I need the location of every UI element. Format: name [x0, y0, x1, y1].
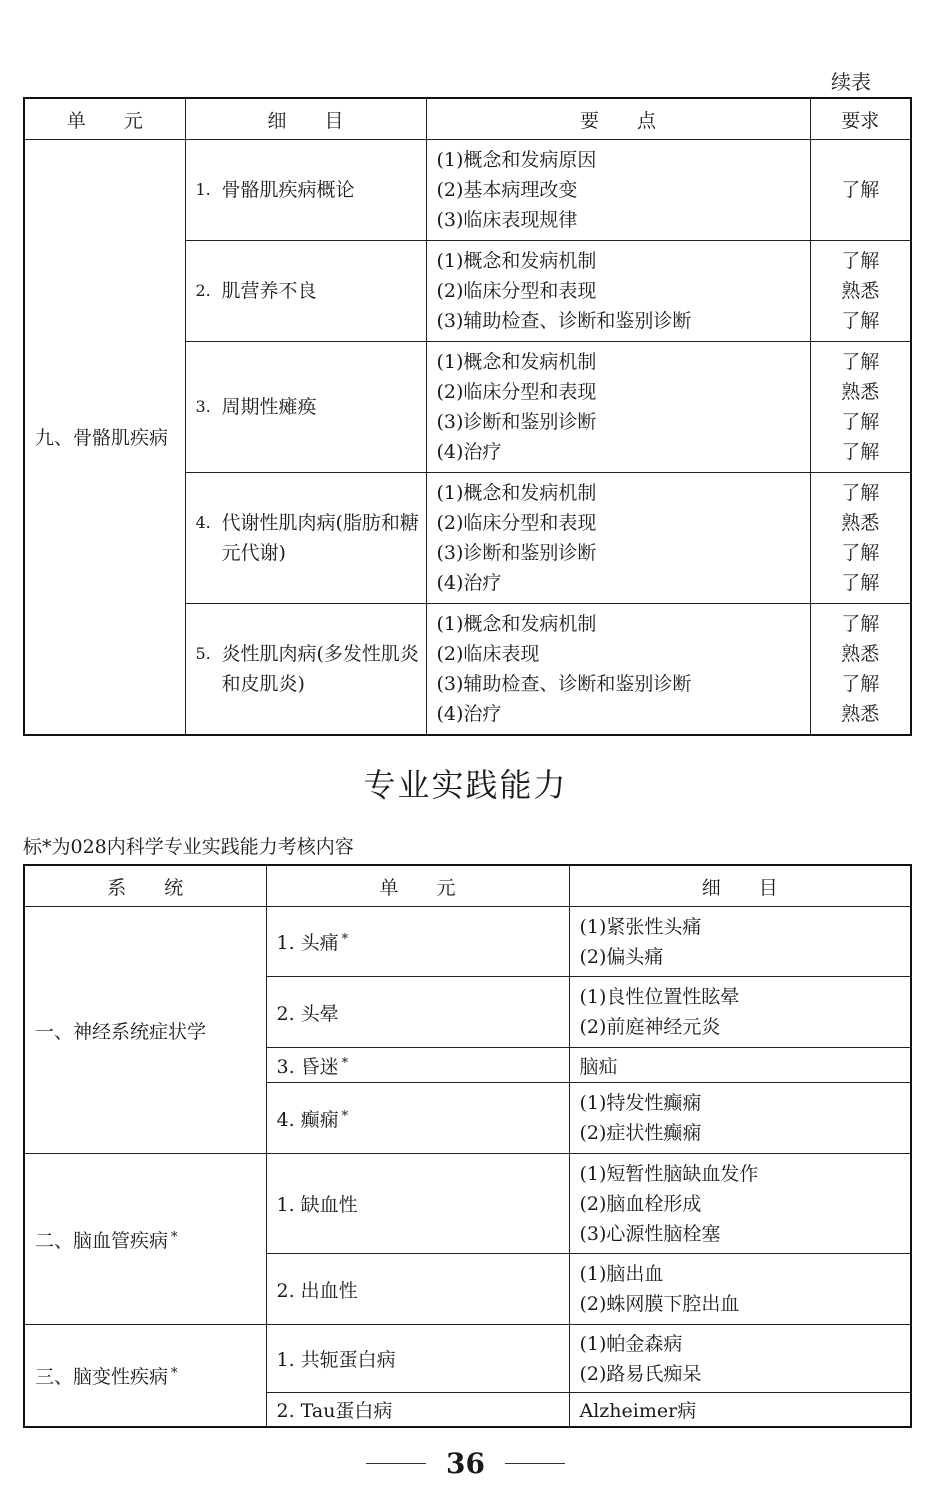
- requirement-cell: [810, 604, 911, 735]
- item-text: (2)路易氏痴呆: [579, 1362, 702, 1385]
- header-system: 系 统: [24, 865, 266, 907]
- requirement-cell: [810, 473, 911, 604]
- point-text: (1)概念和发病机制: [436, 250, 597, 272]
- system-name: 一、神经系统症状学: [35, 1020, 207, 1043]
- item-text: (2)脑血栓形成: [579, 1192, 702, 1215]
- requirement-cell: [810, 241, 911, 342]
- item-cell: [185, 342, 426, 473]
- point-text: (3)诊断和鉴别诊断: [436, 411, 597, 433]
- item-text: 炎性肌肉病(多发性肌炎和皮肌炎): [221, 642, 419, 695]
- requirement-text: 了解: [841, 250, 880, 272]
- system-cell: [24, 907, 266, 1154]
- requirement-text: 了解: [841, 411, 880, 433]
- item-number: 2.: [195, 281, 211, 300]
- syllabus-table-practice: [23, 864, 912, 1428]
- unit-cell: [266, 1083, 569, 1154]
- point-text: (2)临床分型和表现: [436, 280, 597, 302]
- requirement-text: 了解: [841, 351, 880, 373]
- item-number: 3.: [195, 397, 211, 416]
- page-number: 36: [446, 1447, 485, 1480]
- requirement-cell: [810, 140, 911, 241]
- point-text: (1)概念和发病机制: [436, 482, 597, 504]
- page-footer: [0, 1447, 931, 1480]
- item-text: (1)帕金森病: [579, 1332, 683, 1355]
- item-number: 5.: [195, 643, 211, 663]
- unit-label: 1. 共轭蛋白病: [276, 1349, 396, 1371]
- footer-rule-right: [505, 1463, 565, 1464]
- points-cell: [426, 604, 810, 735]
- point-text: (4)治疗: [436, 441, 502, 463]
- requirement-text: 了解: [841, 542, 880, 564]
- unit-label: 1. 缺血性: [276, 1194, 358, 1216]
- unit-label: 3. 昏迷: [276, 1055, 339, 1078]
- requirement-text: 了解: [841, 310, 880, 332]
- star-mark: *: [341, 1108, 349, 1124]
- item-cell: [569, 1325, 911, 1393]
- item-text: (2)偏头痛: [579, 945, 664, 968]
- point-text: (1)概念和发病原因: [436, 149, 597, 171]
- unit-label: 2. 头晕: [276, 1002, 339, 1025]
- point-text: (4)治疗: [436, 702, 502, 725]
- item-cell: [569, 1254, 911, 1325]
- item-cell: [185, 473, 426, 604]
- unit-cell: [266, 1393, 569, 1427]
- item-cell: [185, 140, 426, 241]
- section-title: 专业实践能力: [363, 766, 568, 804]
- table-row: [24, 140, 911, 241]
- requirement-text: 了解: [841, 572, 880, 594]
- point-text: (3)临床表现规律: [436, 209, 578, 231]
- item-cell: [569, 1048, 911, 1083]
- system-name: 二、脑血管疾病: [35, 1229, 169, 1252]
- unit-label: 4. 癫痫: [276, 1108, 339, 1131]
- requirement-text: 熟悉: [841, 381, 880, 403]
- item-text: (2)前庭神经元炎: [579, 1016, 721, 1038]
- item-text: (2)症状性癫痫: [579, 1122, 702, 1144]
- header-points: 要 点: [426, 98, 810, 140]
- requirement-cell: [810, 342, 911, 473]
- item-text: 代谢性肌肉病(脂肪和糖元代谢): [221, 512, 419, 564]
- assessment-note: 标*为028内科学专业实践能力考核内容: [23, 836, 354, 858]
- item-text: 周期性瘫痪: [221, 396, 317, 418]
- point-text: (2)临床分型和表现: [436, 381, 597, 403]
- item-text: (1)良性位置性眩晕: [579, 986, 740, 1008]
- point-text: (2)临床分型和表现: [436, 512, 597, 534]
- system-name: 三、脑变性疾病: [35, 1365, 169, 1388]
- item-cell: [569, 1393, 911, 1427]
- header-item: 细 目: [569, 865, 911, 907]
- continued-label: 续表: [831, 70, 871, 94]
- header-unit: 单 元: [266, 865, 569, 907]
- item-text: (1)脑出血: [579, 1263, 664, 1285]
- star-mark: *: [171, 1229, 178, 1245]
- star-mark: *: [341, 1055, 349, 1071]
- requirement-text: 了解: [841, 441, 880, 463]
- item-text: (2)蛛网膜下腔出血: [579, 1293, 740, 1315]
- point-text: (1)概念和发病机制: [436, 351, 597, 373]
- table-header-row: [24, 98, 911, 140]
- point-text: (3)诊断和鉴别诊断: [436, 542, 597, 564]
- item-text: Alzheimer病: [579, 1399, 697, 1422]
- points-cell: [426, 140, 810, 241]
- point-text: (2)临床表现: [436, 642, 540, 665]
- item-number: 1.: [195, 180, 211, 199]
- unit-cell: [266, 977, 569, 1048]
- requirement-text: 熟悉: [841, 280, 880, 302]
- requirement-text: 熟悉: [841, 642, 880, 665]
- unit-cell: [266, 1154, 569, 1254]
- item-cell: [569, 1083, 911, 1154]
- unit-cell: 九、骨骼肌疾病: [24, 140, 185, 735]
- requirement-text: 熟悉: [841, 512, 880, 534]
- system-cell: [24, 1154, 266, 1325]
- table-row: [24, 907, 911, 977]
- requirement-text: 熟悉: [841, 702, 880, 725]
- star-mark: *: [341, 932, 349, 947]
- point-text: (1)概念和发病机制: [436, 612, 597, 635]
- item-cell: [569, 1154, 911, 1254]
- table-row: [24, 1325, 911, 1393]
- item-text: (1)紧张性头痛: [579, 915, 702, 938]
- point-text: (3)辅助检查、诊断和鉴别诊断: [436, 672, 692, 695]
- item-cell: [185, 241, 426, 342]
- item-cell: [185, 604, 426, 735]
- syllabus-table-neuromuscular: [23, 97, 912, 736]
- points-cell: [426, 241, 810, 342]
- requirement-text: 了解: [841, 482, 880, 504]
- requirement-text: 了解: [841, 672, 880, 695]
- item-text: (1)短暂性脑缺血发作: [579, 1162, 759, 1185]
- system-cell: [24, 1325, 266, 1427]
- item-text: 肌营养不良: [221, 280, 317, 302]
- points-cell: [426, 473, 810, 604]
- unit-cell: [266, 1048, 569, 1083]
- requirement-text: 了解: [841, 179, 880, 201]
- header-unit: 单 元: [24, 98, 185, 140]
- point-text: (3)辅助检查、诊断和鉴别诊断: [436, 310, 692, 332]
- unit-cell: [266, 1254, 569, 1325]
- unit-cell: [266, 907, 569, 977]
- table-row: [24, 1154, 911, 1254]
- requirement-text: 了解: [841, 612, 880, 635]
- item-cell: [569, 977, 911, 1048]
- item-text: 骨骼肌疾病概论: [221, 179, 355, 201]
- item-text: 脑疝: [579, 1055, 618, 1078]
- points-cell: [426, 342, 810, 473]
- header-item: 细 目: [185, 98, 426, 140]
- footer-rule-left: [366, 1463, 426, 1464]
- point-text: (2)基本病理改变: [436, 179, 578, 201]
- point-text: (4)治疗: [436, 572, 502, 594]
- item-text: (3)心源性脑栓塞: [579, 1222, 721, 1245]
- table-header-row: [24, 865, 911, 907]
- item-number: 4.: [195, 513, 211, 532]
- unit-cell: [266, 1325, 569, 1393]
- header-requirement: 要求: [810, 98, 911, 140]
- unit-label: 2. 出血性: [276, 1279, 358, 1302]
- unit-label: 2. Tau蛋白病: [276, 1399, 393, 1422]
- item-text: (1)特发性癫痫: [579, 1092, 702, 1114]
- star-mark: *: [171, 1365, 178, 1381]
- item-cell: [569, 907, 911, 977]
- unit-label: 1. 头痛: [276, 932, 339, 954]
